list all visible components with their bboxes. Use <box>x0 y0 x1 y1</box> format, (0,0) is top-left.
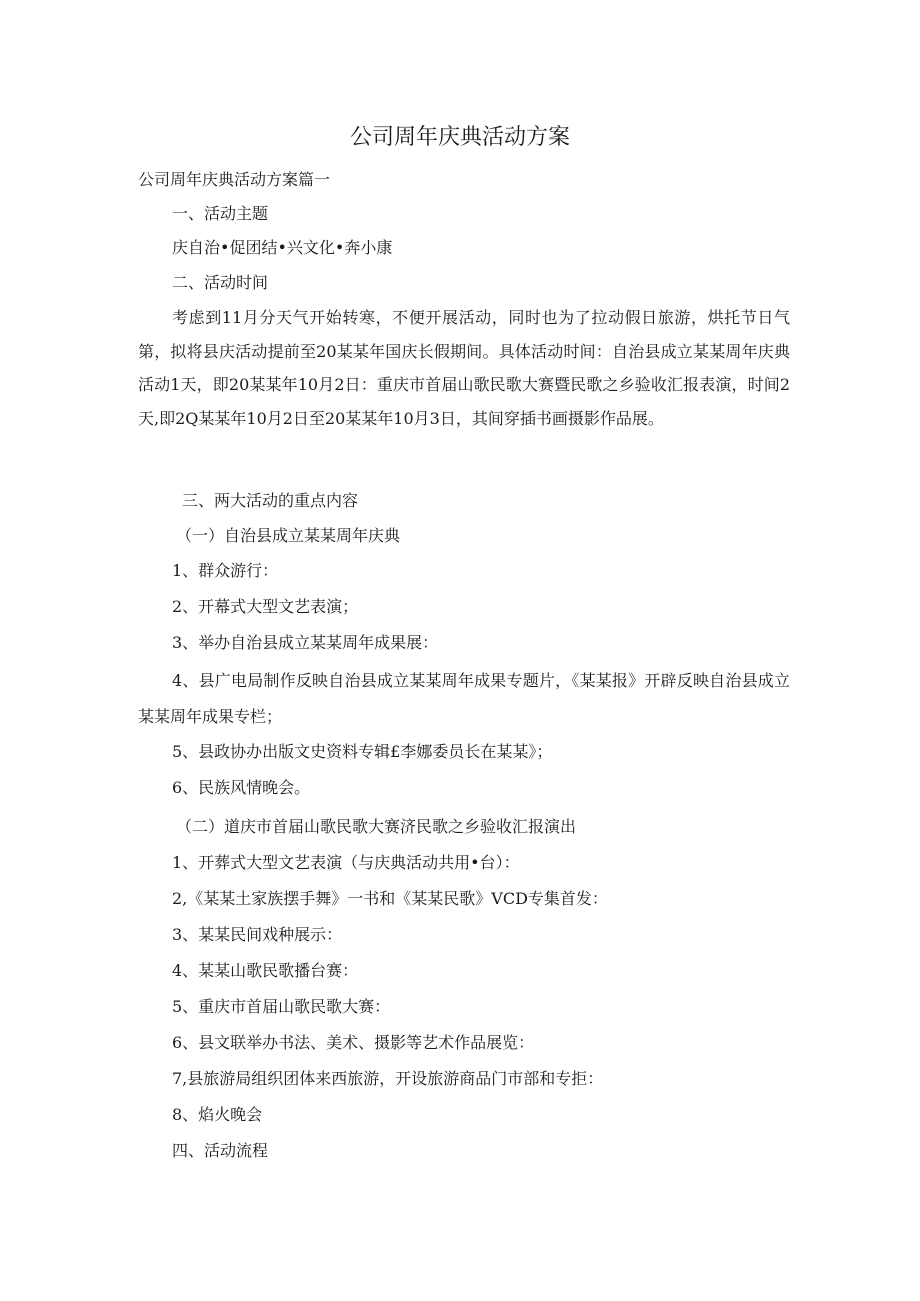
list-item: 1、群众游行： <box>172 561 279 580</box>
list-item: 1、开葬式大型文艺表演（与庆典活动共用•台）： <box>172 853 520 872</box>
list-item: 2,《某某土家族摆手舞》一书和《某某民歌》VCD专集首发： <box>172 889 608 908</box>
subheading-1: （一）自治县成立某某周年庆典 <box>176 526 401 545</box>
list-item: 6、县文联举办书法、美术、摄影等艺术作品展览： <box>172 1033 535 1052</box>
list-item: 8、焰火晚会 <box>172 1105 263 1124</box>
section-heading: 公司周年庆典活动方案篇一 <box>138 170 331 189</box>
document-title: 公司周年庆典活动方案 <box>349 125 570 150</box>
list-item: 4、县广电局制作反映自治县成立某某周年成果专题片，《某某报》开辟反映自治县成立某某周年成果专栏； <box>138 671 790 726</box>
heading-time: 二、活动时间 <box>172 273 269 292</box>
list-item: 2、开幕式大型文艺表演； <box>172 597 359 616</box>
heading-theme: 一、活动主题 <box>172 204 269 223</box>
theme-text: 庆自治•促团结•兴文化•奔小康 <box>172 238 393 257</box>
heading-content: 三、两大活动的重点内容 <box>182 491 359 510</box>
list-item: 4、某某山歌民歌播台赛： <box>172 961 359 980</box>
list-item: 3、举办自治县成立某某周年成果展： <box>172 633 439 652</box>
time-paragraph: 考虑到11月分天气开始转寒，不便开展活动，同时也为了拉动假日旅游，烘托节日气第，拟将县庆活动提前至20某某年国庆长假期间。具体活动时间：自治县成立某某周年庆典活动1天，即20某某年10月2日：重庆市首届山歌民歌大赛暨民歌之乡验收汇报表演，时间2天,即2Q某某年10月2日至20某某年10月3日，其间穿插书画摄影作品展。 <box>138 308 790 428</box>
list-item: 6、民族风情晚会。 <box>172 778 311 797</box>
list-item: 5、县政协办出版文史资料专辑£李娜委员长在某某》； <box>172 742 553 761</box>
list-item: 3、某某民间戏种展示： <box>172 925 343 944</box>
list-item: 7,县旅游局组织团体来西旅游，开设旅游商品门市部和专拒： <box>172 1069 604 1088</box>
list-item: 5、重庆市首届山歌民歌大赛： <box>172 997 391 1016</box>
heading-process: 四、活动流程 <box>172 1141 269 1160</box>
subheading-2: （二）道庆市首届山歌民歌大赛济民歌之乡验收汇报演出 <box>176 817 577 836</box>
